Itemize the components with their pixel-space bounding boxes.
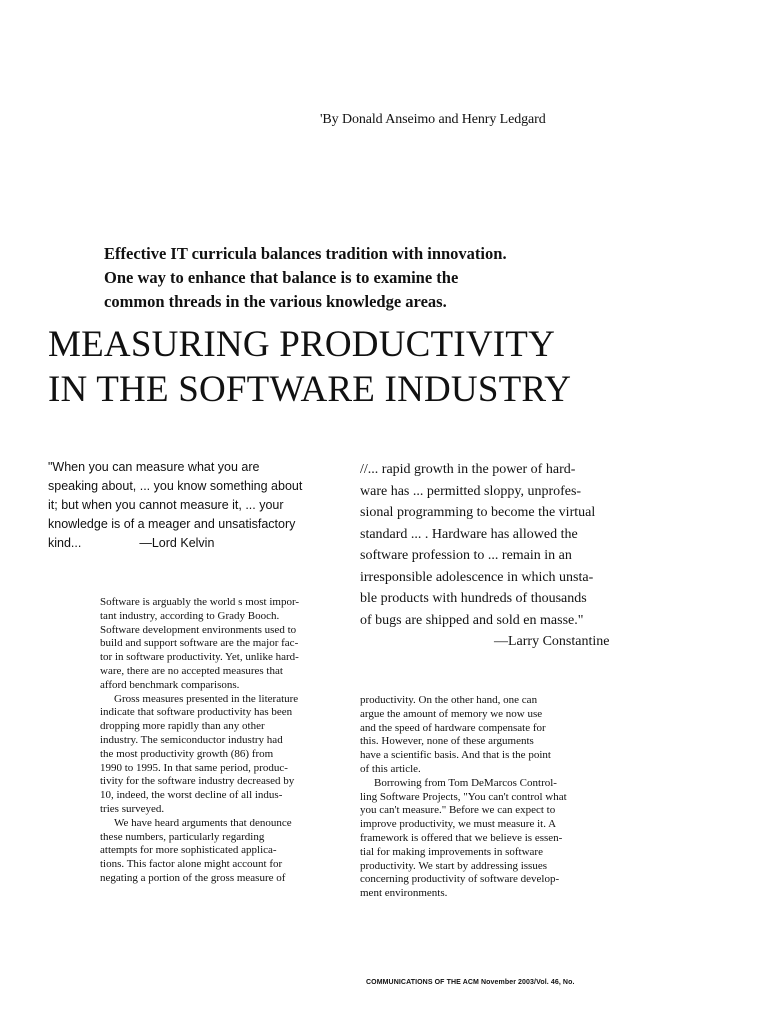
body-line: tries surveyed. [100, 802, 165, 815]
body-line: have a scientific basis. And that is the point [360, 749, 551, 762]
quote-line: ware has ... permitted sloppy, unprofes- [360, 483, 582, 499]
body-line: you can't measure." Before we can expect to [360, 804, 556, 817]
body-line: build and support software are the major fac- [100, 637, 299, 650]
body-line: tant industry, according to Grady Booch. [100, 609, 280, 622]
body-line: indicate that software productivity has been [100, 706, 293, 719]
quote-line: ble products with hundreds of thousands [360, 591, 587, 606]
body-line: 1990 to 1995. In that same period, produc- [100, 761, 288, 774]
body-line: 10, indeed, the worst decline of all indus- [100, 789, 283, 802]
body-line: attempts for more sophisticated applica- [100, 844, 277, 857]
body-line: concerning productivity of software develop- [360, 873, 560, 886]
quote-attribution: —Lord Kelvin [139, 536, 215, 550]
article-title [48, 322, 748, 412]
body-line: industry. The semiconductor industry had [100, 733, 283, 746]
quote-line: speaking about, ... you know something about [48, 479, 303, 493]
body-line: Software development environments used to [100, 623, 297, 636]
quote-line: of bugs are shipped and sold en masse." [360, 612, 584, 628]
deck-line: One way to enhance that balance is to examine the [104, 268, 459, 287]
quote-line: "When you can measure what you are [48, 460, 260, 474]
quote-line: it; but when you cannot measure it, ... your [48, 498, 284, 512]
epigraph-kelvin [48, 458, 328, 553]
body-line: We have heard arguments that denounce [114, 816, 292, 829]
quote-line: //... rapid growth in the power of hard- [360, 462, 576, 477]
body-line: dropping more rapidly than any other [100, 720, 265, 733]
body-line: and the speed of hardware compensate for [360, 721, 546, 734]
body-column-left [100, 596, 330, 886]
body-line: tor in software productivity. Yet, unlike hard- [100, 651, 299, 664]
body-line: Gross measures presented in the literature [114, 692, 299, 705]
body-line: argue the amount of memory we now use [360, 707, 543, 720]
body-line: these numbers, particularly regarding [100, 830, 265, 843]
deck-line: Effective IT curricula balances tradition with innovation. [104, 244, 507, 263]
quote-line: knowledge is of a meager and unsatisfactory [48, 517, 296, 531]
body-line: ment environments. [360, 887, 448, 900]
body-line: afford benchmark comparisons. [100, 678, 240, 691]
body-line: ware, there are no accepted measures that [100, 664, 283, 677]
quote-line: sional programming to become the virtual [360, 505, 596, 520]
body-line: this. However, none of these arguments [360, 735, 534, 748]
body-line: of this article. [360, 762, 421, 775]
title-line: MEASURING PRODUCTIVITY [48, 324, 555, 365]
body-line: ling Software Projects, "You can't control what [360, 790, 567, 803]
quote-line: standard ... . Hardware has allowed the [360, 526, 578, 542]
body-line: negating a portion of the gross measure of [100, 871, 286, 884]
epigraph-constantine [360, 459, 630, 653]
journal-footer: COMMUNICATIONS OF THE ACM November 2003/Vol. 46, No. [366, 979, 575, 986]
title-line: IN THE SOFTWARE INDUSTRY [48, 369, 572, 410]
article-deck [104, 242, 544, 314]
body-line: the most productivity growth (86) from [100, 747, 274, 760]
body-line: Borrowing from Tom DeMarcos Control- [374, 776, 557, 789]
quote-line-final [48, 534, 328, 553]
body-column-right [360, 694, 590, 901]
body-line: Software is arguably the world s most impor- [100, 596, 300, 608]
body-line: tions. This factor alone might account for [100, 858, 283, 871]
quote-line: software profession to ... remain in an [360, 548, 572, 563]
body-line: productivity. We start by addressing issues [360, 859, 548, 872]
quote-line: irresponsible adolescence in which unsta- [360, 569, 594, 585]
deck-line: common threads in the various knowledge areas. [104, 292, 447, 311]
body-line: productivity. On the other hand, one can [360, 694, 538, 706]
body-line: tivity for the software industry decreased by [100, 775, 295, 788]
quote-end-text: kind... [48, 536, 82, 550]
author-byline: 'By Donald Anseimo and Henry Ledgard [320, 112, 546, 127]
body-line: tial for making improvements in software [360, 845, 543, 858]
body-line: improve productivity, we must measure it. A [360, 818, 557, 831]
body-line: framework is offered that we believe is essen- [360, 831, 563, 844]
quote-attribution: —Larry Constantine [494, 634, 610, 649]
